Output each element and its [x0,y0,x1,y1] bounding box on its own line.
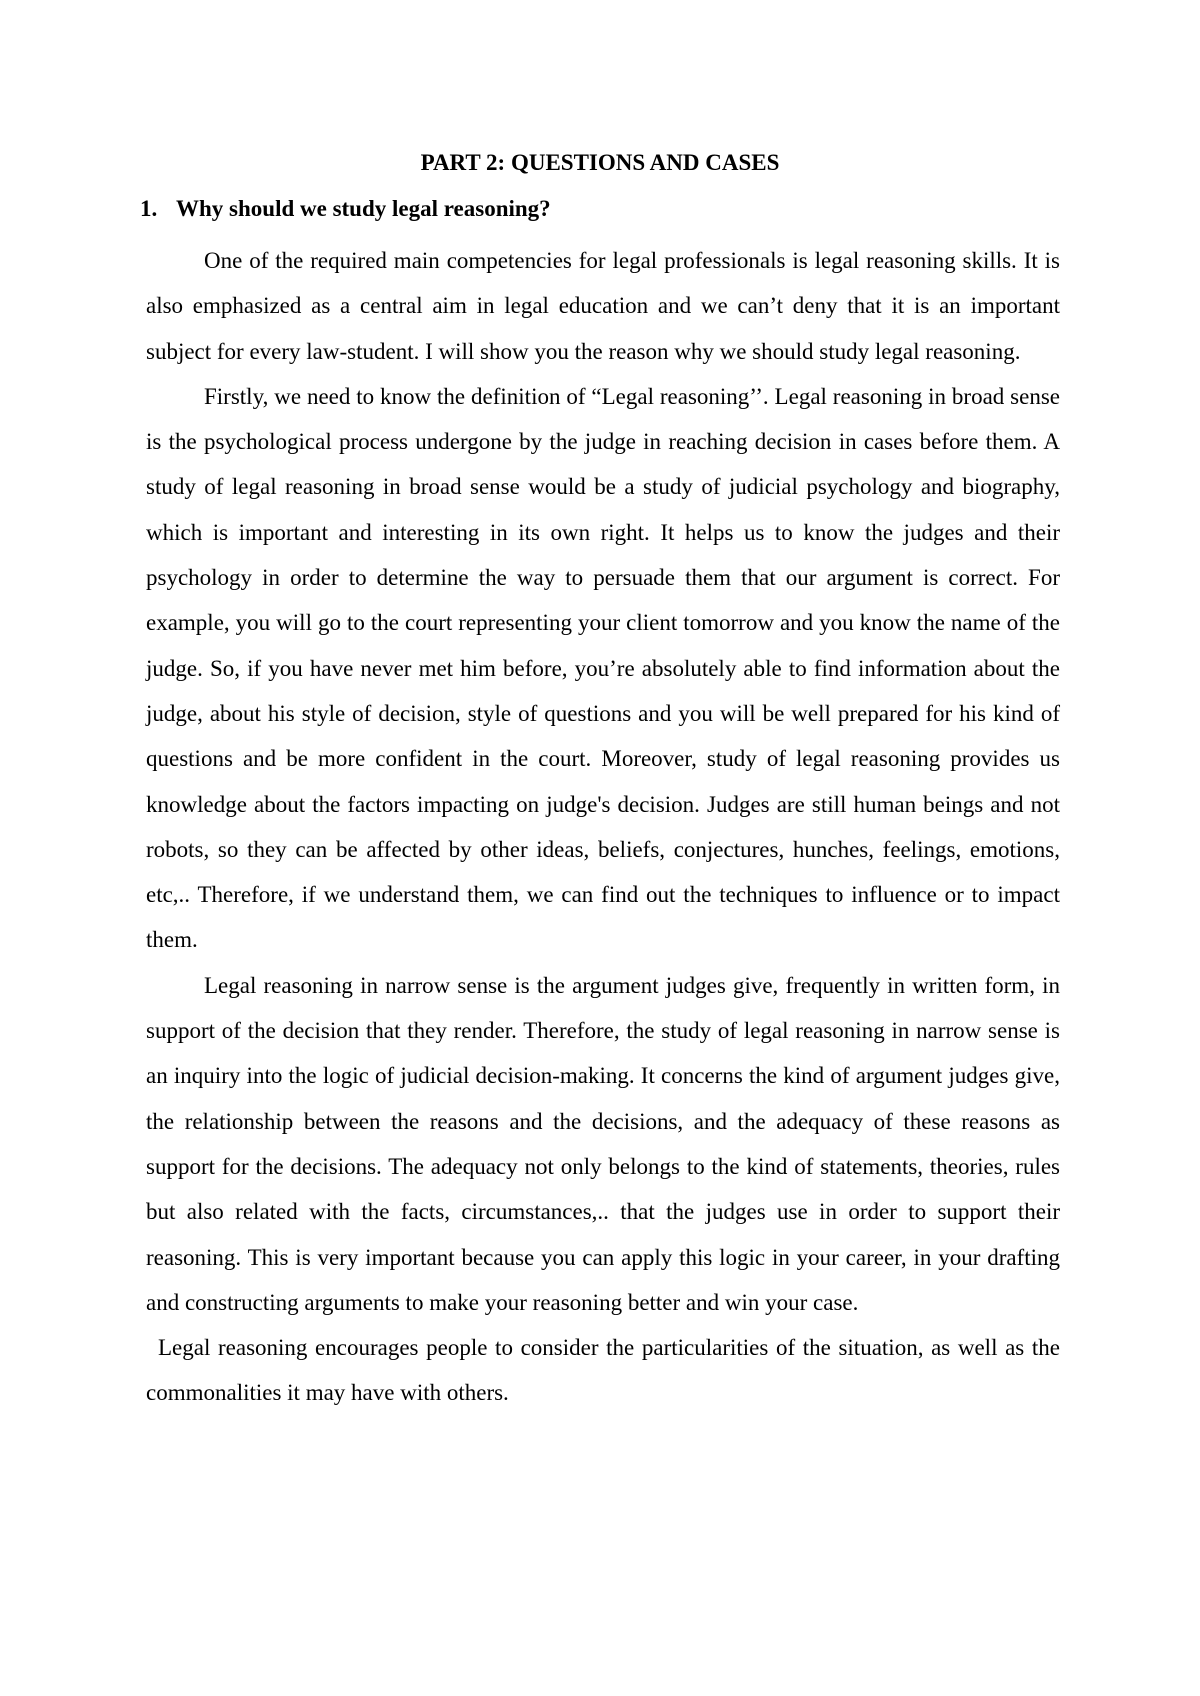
page-title: PART 2: QUESTIONS AND CASES [420,150,780,175]
section-heading-text: Why should we study legal reasoning? [176,196,551,221]
paragraph-3: Legal reasoning in narrow sense is the argument judges give, frequently in written form, in support of the decision that they render. Therefore, the study of legal reasoning in narrow sense is an inquiry into the logic of judicial decision-making. It concerns the kind of argument judges give, the relationship between the reasons and the decisions, and the adequacy of these reasons as support for the decisions. The adequacy not only belongs to the kind of statements, theories, rules but also related with the facts, circumstances,.. that the judges use in order to support their reasoning. This is very important because you can apply this logic in your career, in your drafting and constructing arguments to make your reasoning better and win your case. [146,972,1060,1315]
paragraph-4: Legal reasoning encourages people to consider the particularities of the situation, as well as the commonalities it may have with others. [146,1335,1060,1406]
section-number: 1. [140,196,158,221]
paragraph-1: One of the required main competencies for legal professionals is legal reasoning skills. It is also emphasized as a central aim in legal education and we can’t deny that it is an important subject for every law-student. I will show you the reason why we should study legal reasoning. [146,248,1060,364]
paragraph-2: Firstly, we need to know the definition of “Legal reasoning’’. Legal reasoning in broad sense is the psychological process undergone by the judge in reaching decision in cases before them. A study of legal reasoning in broad sense would be a study of judicial psychology and biography, which is important and interesting in its own right. It helps us to know the judges and their psychology in order to determine the way to persuade them that our argument is correct. For example, you will go to the court representing your client tomorrow and you know the name of the judge. So, if you have never met him before, you’re absolutely able to find information about the judge, about his style of decision, style of questions and you will be well prepared for his kind of questions and be more confident in the court. Moreover, study of legal reasoning provides us knowledge about the factors impacting on judge's decision. Judges are still human beings and not robots, so they can be affected by other ideas, beliefs, conjectures, hunches, feelings, emotions, etc,.. Therefore, if we understand them, we can find out the techniques to influence or to impact them. [146,383,1060,953]
document-body [146,238,1060,1416]
section-heading [140,194,551,224]
